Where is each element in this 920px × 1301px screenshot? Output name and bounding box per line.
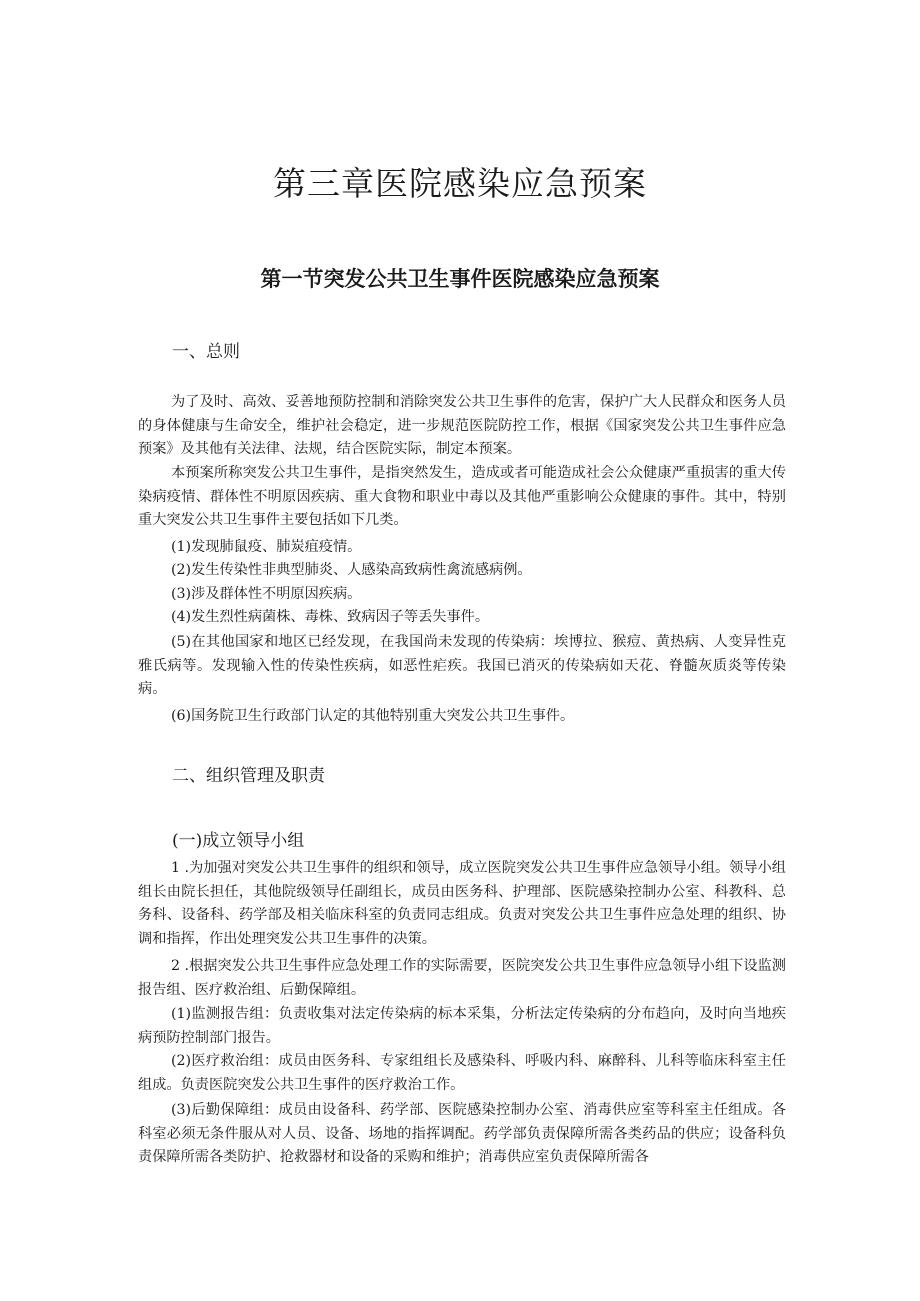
paragraph-monitoring-group: (1)监测报告组：负责收集对法定传染病的标本采集，分析法定传染病的分布趋向，及时向当地疾病预防控制部门报告。 [138,1006,786,1046]
paragraph-leadership: 1 .为加强对突发公共卫生事件的组织和领导，成立医院突发公共卫生事件应急领导小组。领导小组组长由院长担任，其他院级领导任副组长，成员由医务科、护理部、医院感染控制办公室、科教科、总务科、设备科、药学部及相关临床科室的负责同志组成。负责对突发公共卫生事件应急处理的组织、协调和指挥，作出处理突发公共卫生事件的决策。 [138,860,786,947]
list-item: (2)发生传染性非典型肺炎、人感染高致病性禽流感病例。 [171,562,532,578]
list-item: (3)涉及群体性不明原因疾病。 [171,586,362,602]
section-title: 第一节突发公共卫生事件医院感染应急预案 [260,267,660,291]
chapter-title: 第三章医院感染应急预案 [273,164,647,203]
heading-general: 一、总则 [172,342,240,362]
paragraph-subgroups: 2 .根据突发公共卫生事件应急处理工作的实际需要，医院突发公共卫生事件应急领导小组下设监测报告组、医疗救治组、后勤保障组。 [138,958,786,998]
heading-organization: 二、组织管理及职责 [172,766,325,786]
list-item-6: (6)国务院卫生行政部门认定的其他特别重大突发公共卫生事件。 [171,708,575,724]
paragraph-definition: 本预案所称突发公共卫生事件，是指突然发生，造成或者可能造成社会公众健康严重损害的重大传染病疫情、群体性不明原因疾病、重大食物和职业中毒以及其他严重影响公众健康的事件。其中，特别重大突发公共卫生事件主要包括如下几类。 [138,465,786,528]
subheading-leadership-group: (一)成立领导小组 [172,831,305,851]
paragraph-treatment-group: (2)医疗救治组：成员由医务科、专家组组长及感染科、呼吸内科、麻醉科、儿科等临床科室主任组成。负责医院突发公共卫生事件的医疗救治工作。 [138,1053,786,1093]
list-item-5: (5)在其他国家和地区已经发现，在我国尚未发现的传染病：埃博拉、猴痘、黄热病、人变异性克雅氏病等。发现输入性的传染性疾病，如恶性疟疾。我国已消灭的传染病如天花、脊髓灰质炎等传染病。 [138,634,786,697]
paragraph-logistics-group: (3)后勤保障组：成员由设备科、药学部、医院感染控制办公室、消毒供应室等科室主任组成。各科室必须无条件服从对人员、设备、场地的指挥调配。药学部负责保障所需各类药品的供应；设备科负责保障所需各类防护、抢救器材和设备的采购和维护；消毒供应室负责保障所需各 [138,1102,786,1165]
list-item: (4)发生烈性病菌株、毒株、致病因子等丢失事件。 [171,609,490,625]
list-item: (1)发现肺鼠疫、肺炭疽疫情。 [171,539,362,555]
paragraph-purpose: 为了及时、高效、妥善地预防控制和消除突发公共卫生事件的危害，保护广大人民群众和医务人员的身体健康与生命安全，维护社会稳定，进一步规范医院防控工作，根据《国家突发公共卫生事件应急预案》及其他有关法律、法规，结合医院实际，制定本预案。 [138,394,786,457]
